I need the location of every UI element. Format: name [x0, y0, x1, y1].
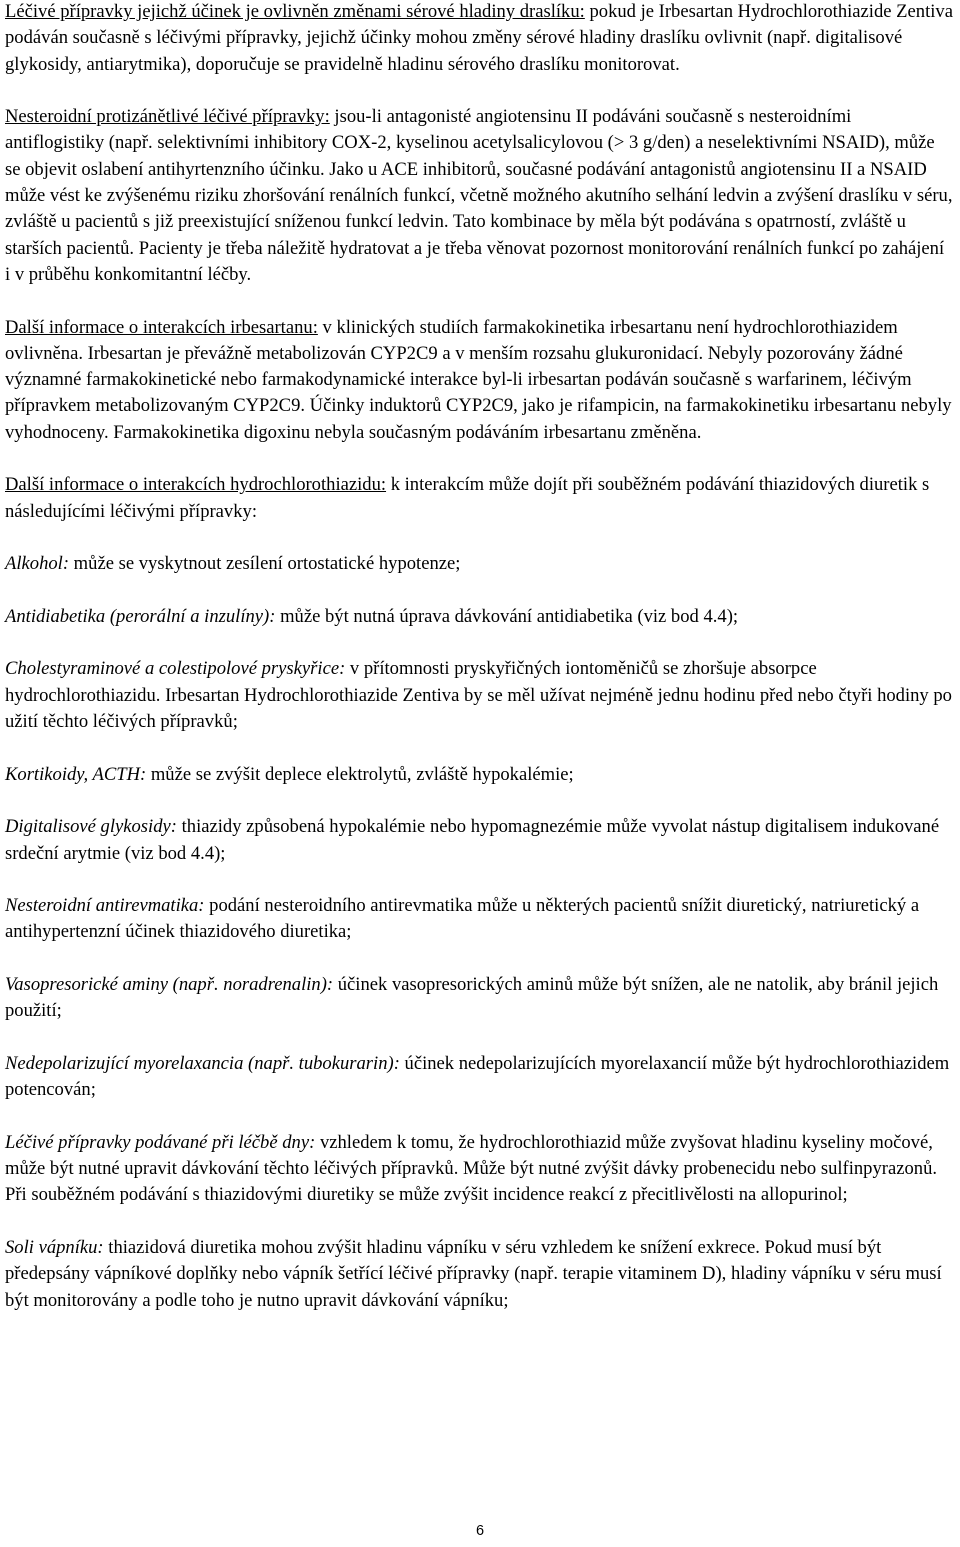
paragraph-heading: Léčivé přípravky podávané při léčbě dny:	[5, 1131, 316, 1153]
paragraph-gap	[5, 946, 953, 972]
paragraph-gap	[5, 525, 953, 551]
paragraph-corticoids	[5, 762, 953, 788]
paragraph-body: thiazidová diuretika mohou zvýšit hladinu vápníku v séru vzhledem ke snížení exkrece. Pokud musí být předepsány vápníkové doplňky nebo vápník šetřící léčivé přípravky (např. terapie vitaminem D), hladiny vápníku v séru musí být monitorovány a podle toho je nutno upravit dávkování vápníku;	[5, 1236, 942, 1311]
paragraph-digitalis	[5, 814, 953, 867]
paragraph-body: podání nesteroidního antirevmatika může u některých pacientů snížit diuretický, natriuretický a antihypertenzní účinek thiazidového diuretika;	[5, 895, 920, 943]
paragraph-heading: Digitalisové glykosidy:	[5, 816, 177, 838]
paragraph-body: účinek vasopresorických aminů může být snížen, ale ne natolik, aby bránil jejich použití;	[5, 973, 939, 1022]
paragraph-body: vzhledem k tomu, že hydrochlorothiazid může zvyšovat hladinu kyseliny močové, může být nutné upravit dávkování těchto léčivých přípravků. Může být nutné zvýšit dávky probenecidu nebo sulfinpyrazonů. Při souběžném podávání s thiazidovými diuretiky se může zvýšit incidence reakcí z přecitlivělosti na allopurinol;	[5, 1131, 938, 1206]
paragraph-heading: Antidiabetika (perorální a inzulíny):	[5, 605, 276, 627]
paragraph-vasopressor-amines	[5, 972, 953, 1025]
paragraph-gap	[5, 630, 953, 656]
paragraph-body: účinek nedepolarizujících myorelaxancií může být hydrochlorothiazidem potencován;	[5, 1052, 950, 1101]
paragraph-body: v přítomnosti pryskyřičných iontoměničů se zhoršuje absorpce hydrochlorothiazidu. Irbesartan Hydrochlorothiazide Zentiva by se měl užívat nejméně jednu hodinu před nebo čtyři hodiny po užití těchto léčivých přípravků;	[5, 658, 952, 733]
paragraph-heading: Další informace o interakcích irbesartanu:	[5, 316, 318, 338]
paragraph-body: k interakcím může dojít při souběžném podávání thiazidových diuretik s následujícími léčivými přípravky:	[5, 474, 930, 522]
paragraph-gap	[5, 446, 953, 472]
paragraph-antirheumatics	[5, 893, 953, 946]
paragraph-gout-drugs	[5, 1130, 953, 1209]
paragraph-gap	[5, 1209, 953, 1235]
paragraph-body: může se vyskytnout zesílení ortostatické hypotenze;	[69, 553, 461, 575]
paragraph-body: pokud je Irbesartan Hydrochlorothiazide Zentiva podáván současně s léčivými přípravky, jejichž účinky mohou změny sérové hladiny draslíku ovlivnit (např. digitalisové glykosidy, antiarytmika), doporučuje se pravidelně hladinu sérového draslíku monitorovat.	[5, 1, 953, 75]
paragraph-irbesartan-interactions	[5, 315, 953, 446]
paragraph-gap	[5, 1103, 953, 1129]
paragraph-heading: Cholestyraminové a colestipolové pryskyřice:	[5, 658, 346, 680]
paragraph-hydrochlorothiazide-interactions	[5, 472, 953, 525]
paragraph-alcohol	[5, 551, 953, 577]
document-page	[5, 0, 953, 1314]
paragraph-body: může být nutná úprava dávkování antidiabetika (viz bod 4.4);	[275, 605, 739, 627]
paragraph-resins	[5, 656, 953, 735]
paragraph-gap	[5, 788, 953, 814]
paragraph-heading: Léčivé přípravky jejichž účinek je ovlivněn změnami sérové hladiny draslíku:	[5, 1, 585, 22]
paragraph-body: thiazidy způsobená hypokalémie nebo hypomagnezémie může vyvolat nástup digitalisem indukované srdeční arytmie (viz bod 4.4);	[5, 816, 940, 864]
paragraph-gap	[5, 1025, 953, 1051]
page-number: 6	[475, 1523, 485, 1539]
paragraph-gap	[5, 578, 953, 604]
paragraph-heading: Nedepolarizující myorelaxancia (např. tubokurarin):	[5, 1052, 400, 1074]
paragraph-potassium-interactions	[5, 0, 953, 78]
paragraph-body: v klinických studiích farmakokinetika irbesartanu není hydrochlorothiazidem ovlivněna. Irbesartan je převážně metabolizován CYP2C9 a v menším rozsahu glukuronidací. Nebyly pozorovány žádné významné farmakokinetické nebo farmakodynamické interakce byl-li irbesartan podáván současně s warfarinem, léčivým přípravkem metabolizovaným CYP2C9. Účinky induktorů CYP2C9, jako je rifampicin, na farmakokinetiku irbesartanu nebyly vyhodnoceny. Farmakokinetika digoxinu nebyla současným podáváním irbesartanu změněna.	[5, 316, 952, 443]
paragraph-gap	[5, 735, 953, 761]
paragraph-gap	[5, 288, 953, 314]
paragraph-heading: Soli vápníku:	[5, 1236, 104, 1258]
paragraph-heading: Vasopresorické aminy (např. noradrenalin):	[5, 973, 334, 995]
paragraph-gap	[5, 867, 953, 893]
paragraph-calcium-salts	[5, 1235, 953, 1314]
paragraph-body: může se zvýšit deplece elektrolytů, zvláště hypokalémie;	[146, 763, 574, 785]
paragraph-nsaid-interactions	[5, 104, 953, 288]
paragraph-heading: Kortikoidy, ACTH:	[5, 763, 147, 785]
paragraph-gap	[5, 78, 953, 104]
paragraph-antidiabetics	[5, 604, 953, 630]
paragraph-heading: Další informace o interakcích hydrochlorothiazidu:	[5, 474, 387, 496]
paragraph-heading: Alkohol:	[5, 553, 70, 575]
paragraph-heading: Nesteroidní protizánětlivé léčivé přípravky:	[5, 106, 330, 128]
paragraph-muscle-relaxants	[5, 1051, 953, 1104]
paragraph-body: jsou-li antagonisté angiotensinu II podáváni současně s nesteroidními antiflogistiky (např. selektivními inhibitory COX-2, kyselinou acetylsalicylovou (> 3 g/den) a neselektivními NSAID), může se objevit oslabení antihyrtenzního účinku. Jako u ACE inhibitorů, současné podávání antagonistů angiotensinu II a NSAID může vést ke zvýšenému riziku zhoršování renálních funkcí, včetně možného akutního selhání ledvin a zvýšení draslíku v séru, zvláště u pacientů s již preexistující sníženou funkcí ledvin. Tato kombinace by měla být podávána s opatrností, zvláště u starších pacientů. Pacienty je třeba náležitě hydratovat a je třeba věnovat pozornost monitorování renálních funkcí po zahájení i v průběhu konkomitantní léčby.	[5, 106, 953, 285]
paragraph-heading: Nesteroidní antirevmatika:	[5, 895, 205, 917]
